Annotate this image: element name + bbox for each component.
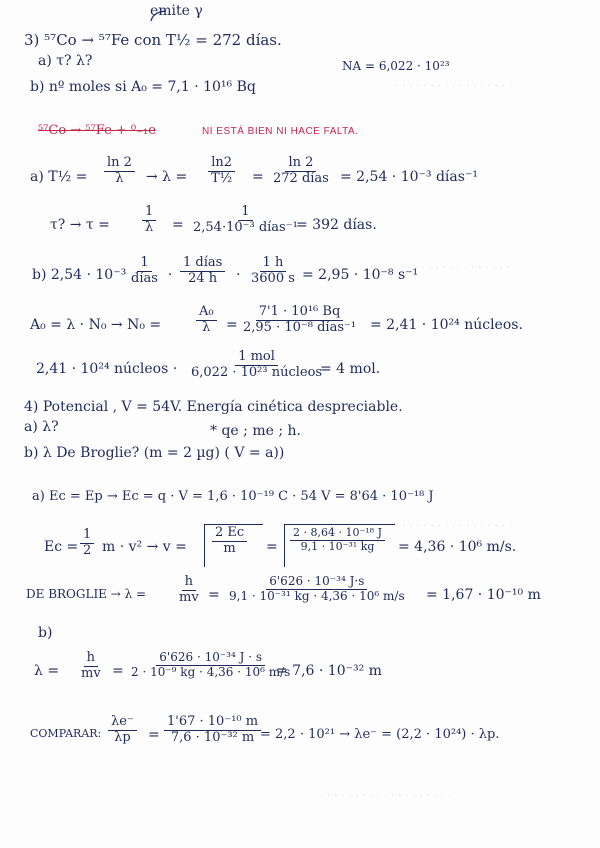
fraction: $\frac{h}{mv}$ — [81, 650, 101, 681]
fraction: $\frac{2 Ec}{m}$ — [212, 526, 247, 557]
tau-label: τ? → τ = — [50, 217, 110, 233]
fraction: $\frac{\text{6'626 · 10⁻³⁴ J·s}}{\text{9,1 · 10⁻³¹ kg · 4,36 · 10⁶ m/s}}$ — [229, 574, 405, 603]
de-broglie-result: = 1,67 · 10⁻¹⁰ m — [426, 587, 541, 603]
n0-result: = 2,41 · 10²⁴ núcleos. — [370, 317, 523, 333]
given-constants: * qe ; me ; h. — [210, 423, 301, 439]
tau-result: = 392 días. — [296, 217, 377, 233]
fraction: $\frac{1}{2}$ — [80, 528, 94, 559]
conversion-result: = 2,95 · 10⁻⁸ s⁻¹ — [302, 267, 419, 283]
fraction: ln 2 272 días — [273, 155, 329, 186]
bleed-through-text: · · · · · · · · · · · · · · · · — [400, 262, 511, 273]
problem-4-part-a: a) λ? — [24, 419, 59, 435]
problem-3-part-b: b) nº moles si A₀ = 7,1 · 10¹⁶ Bq — [30, 79, 256, 95]
fraction: $\frac{1 h}{3600 s}$ — [251, 255, 295, 286]
moles-label: 2,41 · 10²⁴ núcleos · — [36, 361, 178, 377]
arrow-icon — [148, 9, 168, 23]
dot: · — [168, 267, 173, 283]
ec-label: Ec = — [44, 539, 79, 555]
velocity-expression: m · v² → v = — [102, 539, 187, 555]
fraction: 7'1 · 10¹⁶ Bq 2,95 · 10⁻⁸ días⁻¹ — [243, 304, 357, 335]
fraction: $\frac{\text{1'67 · 10⁻¹⁰ m}}{\text{7,6 · 10⁻³² m}}$ — [164, 715, 261, 746]
bleed-through-text: · · · · · · · · · · · · · · · · · · · — [320, 790, 452, 801]
fraction: $\frac{h}{mv}$ — [179, 574, 199, 605]
dot: · — [236, 267, 241, 283]
fraction: $\frac{\text{A₀}}{\lambda}$ — [196, 305, 217, 336]
conversion-label: b) 2,54 · 10⁻³ — [32, 267, 127, 283]
fraction: $\frac{\lambda e^-}{\lambda p}$ — [108, 715, 137, 746]
problem-4-part-b: b) λ De Broglie? (m = 2 µg) ( V = a)) — [24, 445, 285, 461]
fraction: 1 días — [131, 255, 158, 286]
n0-label: A₀ = λ · N₀ → N₀ = — [30, 317, 162, 333]
equals-sign: = — [208, 587, 220, 603]
lambda-proton-result: = 7,6 · 10⁻³² m — [276, 663, 382, 679]
crossed-out-reaction: ⁵⁷Co → ⁵⁷Fe + ⁰₋₁e — [38, 123, 156, 138]
equals-sign: = — [252, 169, 264, 185]
half-life-label: a) T½ = — [30, 169, 88, 185]
velocity-result: = 4,36 · 10⁶ m/s. — [398, 539, 517, 555]
fraction: 1 días 24 h — [180, 256, 225, 287]
kinetic-energy-line: a) Ec = Ep → Ec = q · V = 1,6 · 10⁻¹⁹ C · 54 V = 8'64 · 10⁻¹⁸ J — [32, 489, 434, 504]
compare-result: = 2,2 · 10²¹ → λe⁻ = (2,2 · 10²⁴) · λp. — [260, 727, 500, 742]
fraction: $\frac{\text{2 · 8,64 · 10⁻¹⁸ J}}{\text{9,1 · 10⁻³¹ kg}}$ — [290, 527, 385, 553]
problem-4-statement: 4) Potencial , V = 54V. Energía cinética despreciable. — [24, 399, 403, 415]
lambda-result: = 2,54 · 10⁻³ días⁻¹ — [340, 169, 478, 185]
bleed-through-text: · · · · · · · · · · · · · · · · · — [395, 520, 513, 531]
fraction: $\frac{\text{6'626 · 10⁻³⁴ J · s}}{\text{2 · 10⁻⁹ kg · 4,36 · 10⁶ m/s}}$ — [131, 650, 291, 679]
compare-label: COMPARAR: — [30, 727, 102, 740]
emite-note: emite γ — [150, 3, 203, 19]
bleed-through-text: · · · · · · · · · · · · · · · · · — [395, 80, 513, 91]
equals-sign: = — [266, 539, 278, 555]
fraction: $\frac{\ln 2}{\text{T½}}$ — [208, 156, 235, 187]
fraction: 1 mol 6,022 · 10²³ núcleos — [191, 349, 323, 380]
equals-sign: = — [112, 663, 124, 679]
part-b-label: b) — [38, 625, 53, 641]
problem-3-statement: 3) ⁵⁷Co → ⁵⁷Fe con T½ = 272 días. — [24, 31, 282, 49]
problem-3-part-a: a) τ? λ? — [38, 53, 93, 69]
correction-note: NI ESTÁ BIEN NI HACE FALTA. — [202, 126, 359, 137]
equals-sign: = — [172, 217, 184, 233]
de-broglie-label: DE BROGLIE → λ = — [26, 587, 147, 601]
lambda-label: λ = — [34, 663, 60, 679]
avogadro-constant: NA = 6,022 · 10²³ — [342, 59, 450, 73]
fraction: $\frac{1}{\lambda}$ — [142, 205, 156, 236]
equals-sign: = — [148, 727, 160, 743]
fraction: $\frac{\ln 2}{\lambda}$ — [104, 156, 135, 187]
equals-sign: = — [226, 317, 238, 333]
moles-result: = 4 mol. — [320, 361, 381, 377]
fraction: 1 2,54·10⁻³ días⁻¹ — [193, 204, 298, 235]
arrow-lambda: → λ = — [146, 169, 188, 185]
